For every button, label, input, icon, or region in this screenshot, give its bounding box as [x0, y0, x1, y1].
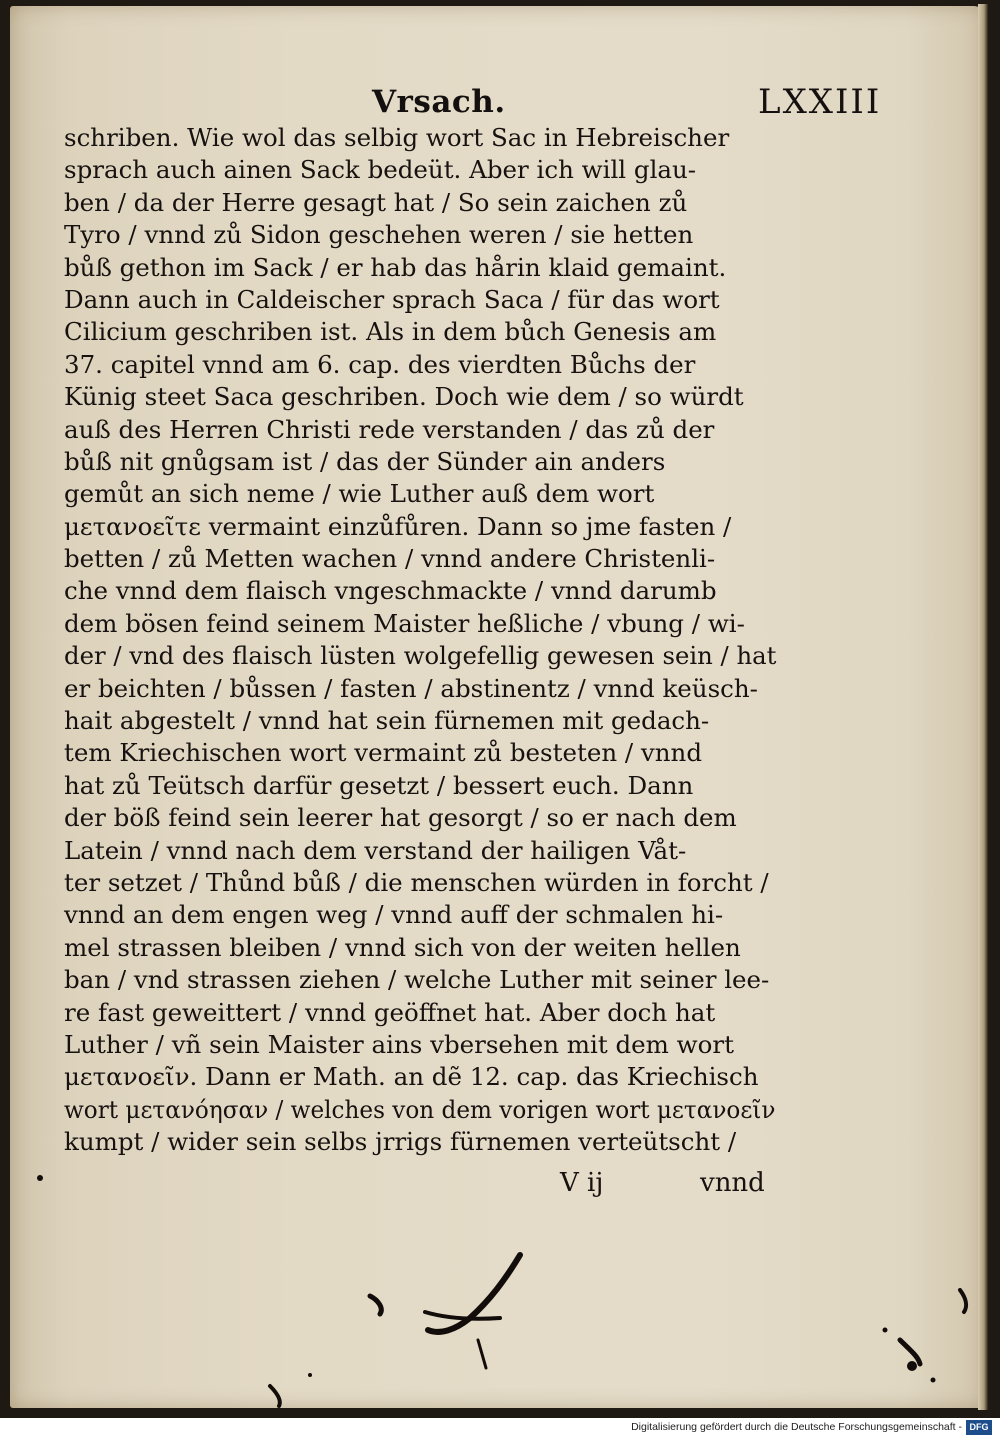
text-line: Dann auch in Caldeischer sprach Saca / für das wort [64, 284, 720, 314]
catchword: vnnd [700, 1168, 765, 1198]
text-line: gemůt an sich neme / wie Luther auß dem wort [64, 479, 655, 509]
text-line: Tyro / vnnd zů Sidon geschehen weren / sie hetten [64, 220, 694, 250]
text-line: Cilicium geschriben ist. Als in dem bůch Genesis am [64, 317, 717, 347]
text-line: mel strassen bleiben / vnnd sich von der weiten hellen [64, 932, 741, 962]
text-line: der böß feind sein leerer hat gesorgt / so er nach dem [64, 803, 737, 833]
text-line: Künig steet Saca geschriben. Doch wie dem / so würdt [64, 382, 744, 412]
text-line: hait abgestelt / vnnd hat sein fürnemen mit gedach- [64, 706, 710, 736]
text-line: vnnd an dem engen weg / vnnd auff der schmalen hi- [64, 900, 724, 930]
text-line: Luther / vñ sein Maister ains vbersehen mit dem wort [64, 1029, 734, 1059]
text-line: μετανοεῖτε vermaint einzůfůren. Dann so jme fasten / [64, 511, 732, 541]
signature-mark: V ij [560, 1168, 604, 1198]
text-line: tem Kriechischen wort vermaint zů besteten / vnnd [64, 738, 703, 768]
text-line: sprach auch ainen Sack bedeüt. Aber ich will glau- [64, 155, 697, 185]
text-line: ban / vnd strassen ziehen / welche Luther mit seiner lee- [64, 965, 770, 995]
text-line: dem bösen feind seinem Maister heßliche / vbung / wi- [64, 608, 745, 638]
text-line: betten / zů Metten wachen / vnnd andere Christenli- [64, 544, 716, 574]
dfg-logo: DFG [966, 1420, 992, 1435]
text-line: auß des Herren Christi rede verstanden / das zů der [64, 414, 715, 444]
text-line: che vnnd dem flaisch vngeschmackte / vnnd darumb [64, 576, 717, 606]
text-line: Latein / vnnd nach dem verstand der hailigen Våt- [64, 835, 687, 865]
footer-credit: Digitalisierung gefördert durch die Deutsche Forschungsgemeinschaft - [631, 1421, 962, 1433]
running-head: Vrsach. [372, 84, 506, 120]
main-text [64, 122, 776, 1159]
text-line: ben / da der Herre gesagt hat / So sein zaichen zů [64, 187, 688, 217]
text-line: hat zů Teütsch darfür gesetzt / bessert euch. Dann [64, 770, 694, 800]
text-line: ter setzet / Thůnd bůß / die menschen würden in forcht / [64, 867, 769, 897]
text-line: der / vnd des flaisch lüsten wolgefellig gewesen sein / hat [64, 641, 777, 671]
page-edge [978, 4, 988, 1410]
text-line: wort μετανόησαν / welches von dem vorigen wort μετανοεῖν [64, 1094, 776, 1124]
text-line: μετανοεῖν. Dann er Math. an dẽ 12. cap. das Kriechisch [64, 1062, 759, 1092]
text-line: schriben. Wie wol das selbig wort Sac in Hebreischer [64, 123, 730, 152]
folio-number: LXXIII [758, 82, 882, 122]
text-line: bůß nit gnůgsam ist / das der Sünder ain anders [64, 446, 666, 476]
text-line: bůß gethon im Sack / er hab das hårin klaid gemaint. [64, 252, 727, 282]
text-line: kumpt / wider sein selbs jrrigs fürnemen verteütscht / [64, 1127, 737, 1157]
text-line: er beichten / bůssen / fasten / abstinentz / vnnd keüsch- [64, 673, 758, 703]
text-line: re fast geweittert / vnnd geöffnet hat. Aber doch hat [64, 997, 716, 1027]
text-line: 37. capitel vnnd am 6. cap. des vierdten Bůchs der [64, 349, 696, 379]
